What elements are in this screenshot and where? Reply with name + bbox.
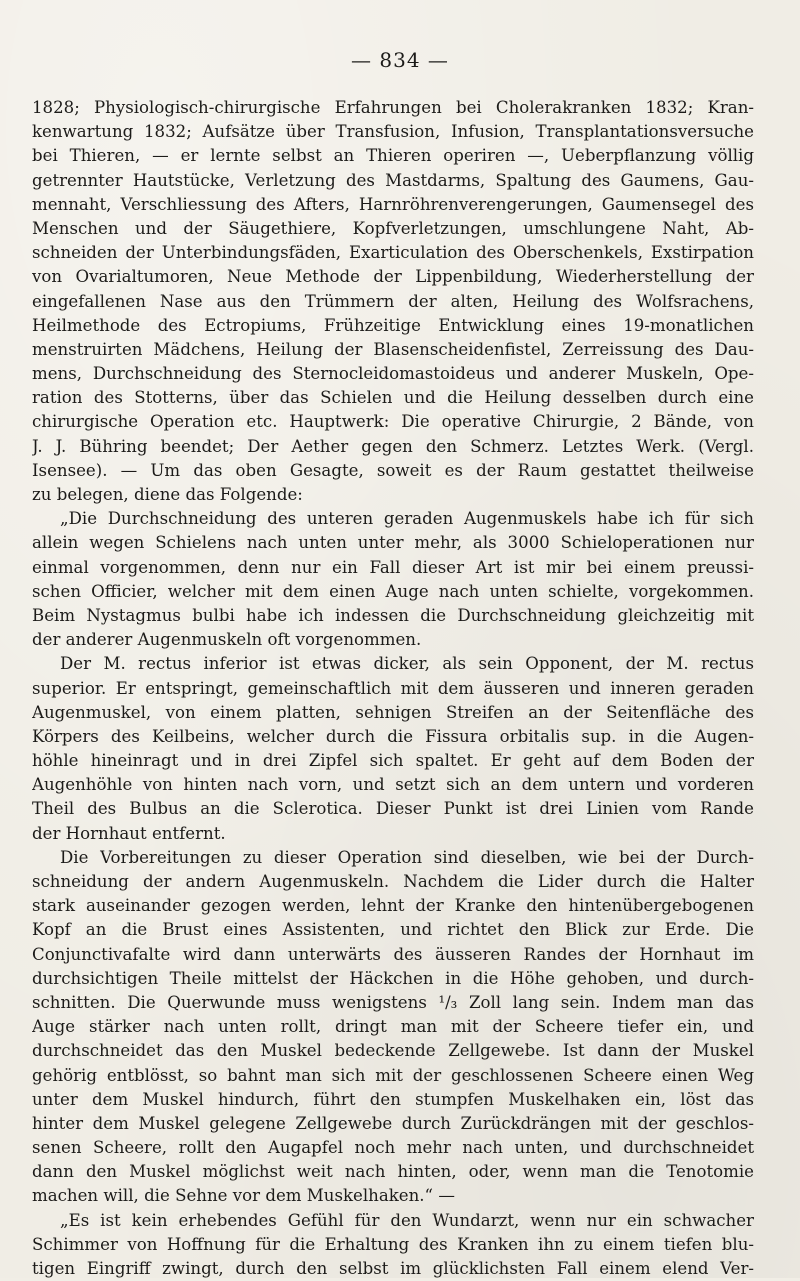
text-line: Theil des Bulbus an die Sclerotica. Dieser Punkt ist drei Linien vom Rande bbox=[32, 799, 754, 819]
text-line: superior. Er entspringt, gemeinschaftlich mit dem äusseren und inneren geraden bbox=[32, 678, 754, 698]
body-text bbox=[32, 96, 754, 1281]
text-line: schneiden der Unterbindungsfäden, Exarticulation des Oberschenkels, Exstirpation bbox=[32, 243, 754, 263]
text-line: Die Vorbereitungen zu dieser Operation sind dieselben, wie bei der Durch- bbox=[60, 847, 754, 867]
text-line: „Es ist kein erhebendes Gefühl für den Wundarzt, wenn nur ein schwacher bbox=[60, 1210, 754, 1230]
text-line: machen will, die Sehne vor dem Muskelhaken.“ — bbox=[32, 1186, 455, 1206]
text-line: Heilmethode des Ectropiums, Frühzeitige Entwicklung eines 19-monatlichen bbox=[32, 315, 754, 335]
text-line: von Ovarialtumoren, Neue Methode der Lippenbildung, Wiederherstellung der bbox=[32, 267, 754, 287]
text-line: tigen Eingriff zwingt, durch den selbst im glücklichsten Fall einem elend Ver- bbox=[32, 1259, 754, 1278]
text-line: einmal vorgenommen, denn nur ein Fall dieser Art ist mir bei einem preussi- bbox=[32, 557, 754, 577]
text-line: der Hornhaut entfernt. bbox=[32, 823, 226, 843]
text-line: schen Officier, welcher mit dem einen Auge nach unten schielte, vorgekommen. bbox=[32, 581, 754, 601]
text-line: stark auseinander gezogen werden, lehnt der Kranke den hintenübergebogenen bbox=[32, 896, 754, 916]
text-line: bei Thieren, — er lernte selbst an Thieren operiren —, Ueberpflanzung völlig bbox=[32, 146, 754, 166]
text-line: gehörig entblösst, so bahnt man sich mit der geschlossenen Scheere einen Weg bbox=[32, 1065, 754, 1085]
text-line: getrennter Hautstücke, Verletzung des Mastdarms, Spaltung des Gaumens, Gau- bbox=[32, 170, 754, 190]
text-line: Kopf an die Brust eines Assistenten, und richtet den Blick zur Erde. Die bbox=[32, 920, 754, 940]
text-line: schneidung der andern Augenmuskeln. Nachdem die Lider durch die Halter bbox=[32, 872, 754, 891]
text-line: durchsichtigen Theile mittelst der Häckchen in die Höhe gehoben, und durch- bbox=[32, 968, 754, 988]
text-line: dann den Muskel möglichst weit nach hinten, oder, wenn man die Tenotomie bbox=[32, 1162, 754, 1182]
text-line: Schimmer von Hoffnung für die Erhaltung des Kranken ihn zu einem tiefen blu- bbox=[32, 1234, 754, 1254]
text-line: durchschneidet das den Muskel bedeckende Zellgewebe. Ist dann der Muskel bbox=[32, 1041, 754, 1061]
text-line: Conjunctivafalte wird dann unterwärts des äusseren Randes der Hornhaut im bbox=[32, 944, 754, 964]
text-line: ration des Stotterns, über das Schielen und die Heilung desselben durch eine bbox=[32, 388, 754, 408]
text-line: zu belegen, diene das Folgende: bbox=[32, 485, 303, 504]
text-line: unter dem Muskel hindurch, führt den stumpfen Muskelhaken ein, löst das bbox=[32, 1089, 754, 1109]
text-line: Der M. rectus inferior ist etwas dicker, als sein Opponent, der M. rectus bbox=[60, 654, 754, 674]
text-line: höhle hineinragt und in drei Zipfel sich spaltet. Er geht auf dem Boden der bbox=[32, 751, 754, 771]
text-line: „Die Durchschneidung des unteren geraden Augenmuskels habe ich für sich bbox=[60, 509, 754, 529]
text-line: J. J. Bühring beendet; Der Aether gegen den Schmerz. Letztes Werk. (Vergl. bbox=[32, 436, 754, 456]
text-line: mennaht, Verschliessung des Afters, Harnröhrenverengerungen, Gaumensegel des bbox=[32, 194, 754, 214]
text-line: 1828; Physiologisch-chirurgische Erfahrungen bei Cholerakranken 1832; Kran- bbox=[32, 98, 754, 117]
text-line: Beim Nystagmus bulbi habe ich indessen die Durchschneidung gleichzeitig mit bbox=[32, 605, 754, 625]
text-line: menstruirten Mädchens, Heilung der Blasenscheidenfistel, Zerreissung des Dau- bbox=[32, 339, 754, 359]
text-line: kenwartung 1832; Aufsätze über Transfusion, Infusion, Transplantationsversuche bbox=[32, 122, 754, 142]
text-line: der anderer Augenmuskeln oft vorgenommen. bbox=[32, 630, 422, 650]
text-line: Körpers des Keilbeins, welcher durch die Fissura orbitalis sup. in die Augen- bbox=[32, 726, 754, 746]
text-line: eingefallenen Nase aus den Trümmern der alten, Heilung des Wolfsrachens, bbox=[32, 291, 754, 311]
text-line: schnitten. Die Querwunde muss wenigstens ¹/₃ Zoll lang sein. Indem man das bbox=[32, 992, 754, 1012]
page-number: — 834 — bbox=[351, 48, 449, 72]
text-line: Augenhöhle von hinten nach vorn, und setzt sich an dem untern und vorderen bbox=[32, 775, 754, 795]
text-line: Isensee). — Um das oben Gesagte, soweit es der Raum gestattet theilweise bbox=[32, 460, 754, 480]
text-line: chirurgische Operation etc. Hauptwerk: Die operative Chirurgie, 2 Bände, von bbox=[32, 412, 754, 432]
text-line: Menschen und der Säugethiere, Kopfverletzungen, umschlungene Naht, Ab- bbox=[32, 218, 754, 238]
text-line: allein wegen Schielens nach unten unter mehr, als 3000 Schieloperationen nur bbox=[32, 533, 754, 553]
text-line: hinter dem Muskel gelegene Zellgewebe durch Zurückdrängen mit der geschlos- bbox=[32, 1113, 754, 1133]
text-line: Augenmuskel, von einem platten, sehnigen Streifen an der Seitenfläche des bbox=[32, 702, 754, 722]
text-line: mens, Durchschneidung des Sternocleidomastoideus und anderer Muskeln, Ope- bbox=[32, 364, 754, 384]
text-line: Auge stärker nach unten rollt, dringt man mit der Scheere tiefer ein, und bbox=[32, 1017, 754, 1037]
text-line: senen Scheere, rollt den Augapfel noch mehr nach unten, und durchschneidet bbox=[32, 1138, 754, 1158]
